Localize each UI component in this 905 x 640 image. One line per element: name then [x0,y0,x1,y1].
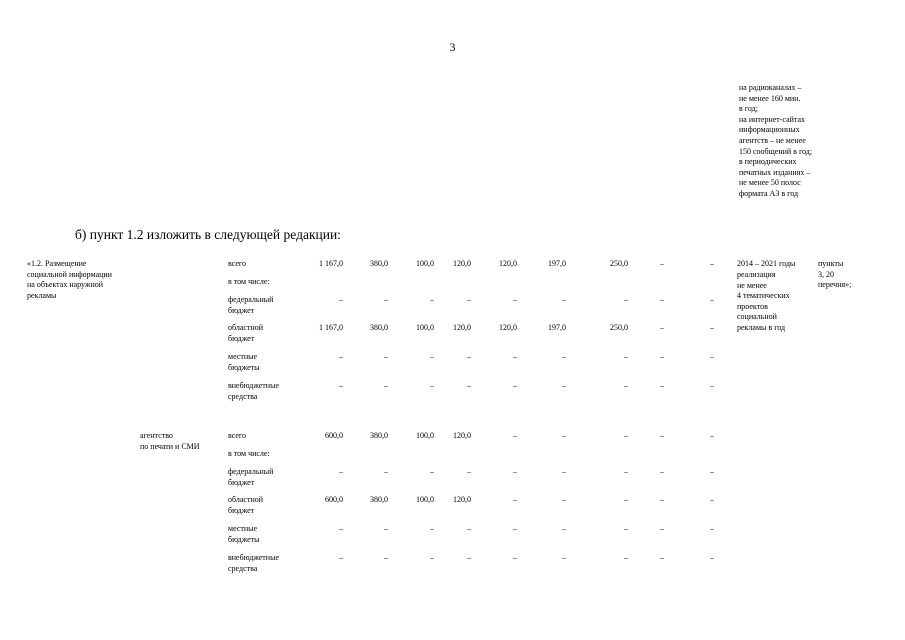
value-cell: – [660,495,664,504]
value-cell: – [624,381,628,390]
value-cell: – [513,524,517,533]
value-cell: – [562,524,566,533]
value-cell: 120,0 [453,431,471,440]
value-cell: – [660,431,664,440]
value-cell: – [384,381,388,390]
value-cell: – [513,352,517,361]
row-label: внебюджетные средства [228,553,279,573]
value-cell: – [710,381,714,390]
value-cell: 600,0 [325,495,343,504]
row-label: всего [228,431,247,440]
value-cell: 380,0 [370,259,388,268]
row-label: в том числе: [228,277,270,286]
value-cell: – [624,352,628,361]
value-cell: – [710,352,714,361]
item-period: 2014 – 2021 годы [737,259,796,268]
value-cell: 197,0 [548,323,566,332]
value-cell: – [624,495,628,504]
value-cell: 100,0 [416,323,434,332]
row-label: внебюджетные средства [228,381,279,401]
value-cell: – [710,553,714,562]
value-cell: – [339,381,343,390]
value-cell: – [384,553,388,562]
value-cell: – [624,431,628,440]
instruction-heading: б) пункт 1.2 изложить в следующей редакции: [75,227,341,242]
value-cell: – [562,431,566,440]
value-cell: – [384,524,388,533]
value-cell: – [513,295,517,304]
value-cell: – [467,295,471,304]
value-cell: – [562,467,566,476]
row-label: местные бюджеты [228,524,260,544]
value-cell: 197,0 [548,259,566,268]
value-cell: – [624,295,628,304]
value-cell: – [624,524,628,533]
executor-name: агентство по печати и СМИ [140,431,200,451]
value-cell: 250,0 [610,259,628,268]
value-cell: – [660,323,664,332]
value-cell: – [710,495,714,504]
value-cell: – [660,467,664,476]
value-cell: 120,0 [453,259,471,268]
value-cell: 380,0 [370,495,388,504]
value-cell: – [339,553,343,562]
value-cell: – [710,323,714,332]
item-indicator: реализация не менее 4 тематических проектов социальной рекламы в год [737,270,790,332]
value-cell: – [430,467,434,476]
value-cell: 380,0 [370,431,388,440]
value-cell: – [624,553,628,562]
value-cell: 250,0 [610,323,628,332]
value-cell: 120,0 [499,259,517,268]
row-label: областной бюджет [228,323,264,343]
page-number: 3 [449,40,456,54]
value-cell: – [660,381,664,390]
value-cell: – [384,295,388,304]
value-cell: – [339,524,343,533]
value-cell: 100,0 [416,431,434,440]
value-cell: – [562,553,566,562]
value-cell: – [467,352,471,361]
value-cell: – [467,524,471,533]
value-cell: 120,0 [453,495,471,504]
value-cell: – [710,467,714,476]
value-cell: – [384,467,388,476]
value-cell: – [467,381,471,390]
value-cell: – [624,467,628,476]
value-cell: – [710,524,714,533]
value-cell: – [467,467,471,476]
value-cell: – [562,295,566,304]
value-cell: – [562,381,566,390]
value-cell: – [430,524,434,533]
value-cell: – [513,467,517,476]
value-cell: – [660,524,664,533]
value-cell: – [562,495,566,504]
value-cell: – [513,553,517,562]
value-cell: – [660,553,664,562]
value-cell: 120,0 [453,323,471,332]
value-cell: – [339,352,343,361]
value-cell: – [467,553,471,562]
item-reference: пункты 3, 20 перечня»; [818,259,852,289]
row-label: областной бюджет [228,495,264,515]
value-cell: – [710,431,714,440]
value-cell: – [710,295,714,304]
value-cell: – [513,381,517,390]
value-cell: – [660,295,664,304]
value-cell: – [513,495,517,504]
value-cell: 1 167,0 [319,259,343,268]
row-label: в том числе: [228,449,270,458]
value-cell: – [513,431,517,440]
value-cell: – [339,467,343,476]
row-label: федеральный бюджет [228,467,274,487]
note-text: на радиоканалах – не менее 160 мин. в год; на интернет-сайтах информационных агентств – не менее 150 сообщений в год; в периодических печатных изданиях – не менее 50 полос формата А3 в год [739,83,813,198]
row-label: всего [228,259,247,268]
value-cell: 120,0 [499,323,517,332]
value-cell: 100,0 [416,259,434,268]
value-cell: – [430,381,434,390]
value-cell: – [430,295,434,304]
row-label: федеральный бюджет [228,295,274,315]
item-name: «1.2. Размещение социальной информации на объектах наружной рекламы [27,259,112,300]
value-cell: – [430,553,434,562]
row-label: местные бюджеты [228,352,260,372]
value-cell: – [660,259,664,268]
value-cell: 100,0 [416,495,434,504]
value-cell: – [660,352,664,361]
value-cell: – [430,352,434,361]
value-cell: – [384,352,388,361]
value-cell: – [339,295,343,304]
value-cell: 600,0 [325,431,343,440]
value-cell: – [710,259,714,268]
value-cell: – [562,352,566,361]
value-cell: 380,0 [370,323,388,332]
value-cell: 1 167,0 [319,323,343,332]
